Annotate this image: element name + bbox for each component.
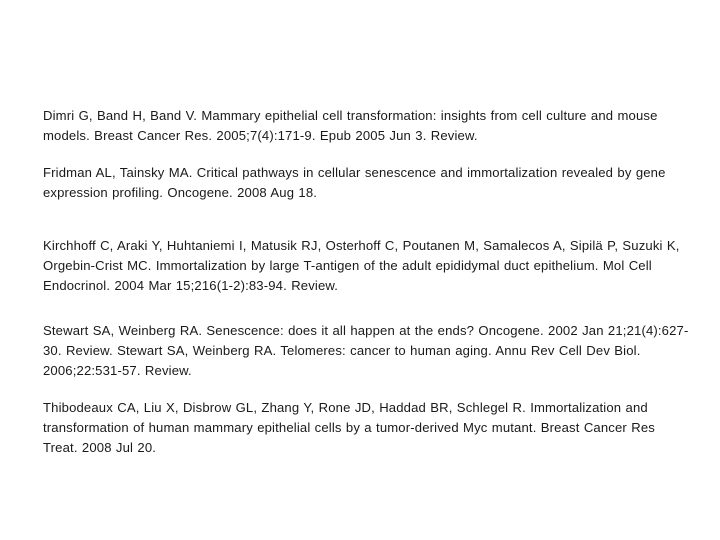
reference-dimri: Dimri G, Band H, Band V. Mammary epithelial cell transformation: insights from cell culture and mouse models. Breast Cancer Res. 2005;7(4):171-9. Epub 2005 Jun 3. Review.	[43, 108, 658, 143]
reference-fridman: Fridman AL, Tainsky MA. Critical pathways in cellular senescence and immortalization revealed by gene expression profiling. Oncogene. 2008 Aug 18.	[43, 165, 666, 200]
reference-kirchhoff: Kirchhoff C, Araki Y, Huhtaniemi I, Matusik RJ, Osterhoff C, Poutanen M, Samalecos A, Sipilä P, Suzuki K, Orgebin-Crist MC. Immortalization by large T-antigen of the adult epididymal duct epithelium. Mol Cell Endocrinol. 2004 Mar 15;216(1-2):83-94. Review.	[43, 238, 680, 293]
reference-stewart: Stewart SA, Weinberg RA. Senescence: does it all happen at the ends? Oncogene. 2002 Jan 21;21(4):627-30. Review. Stewart SA, Weinberg RA. Telomeres: cancer to human aging. Annu Rev Cell Dev Biol. 2006;22:531-57. Review.	[43, 323, 689, 378]
reference-thibodeaux: Thibodeaux CA, Liu X, Disbrow GL, Zhang Y, Rone JD, Haddad BR, Schlegel R. Immortalization and transformation of human mammary epithelial cells by a tumor-derived Myc mutant. Breast Cancer Res Treat. 2008 Jul 20.	[43, 400, 655, 455]
